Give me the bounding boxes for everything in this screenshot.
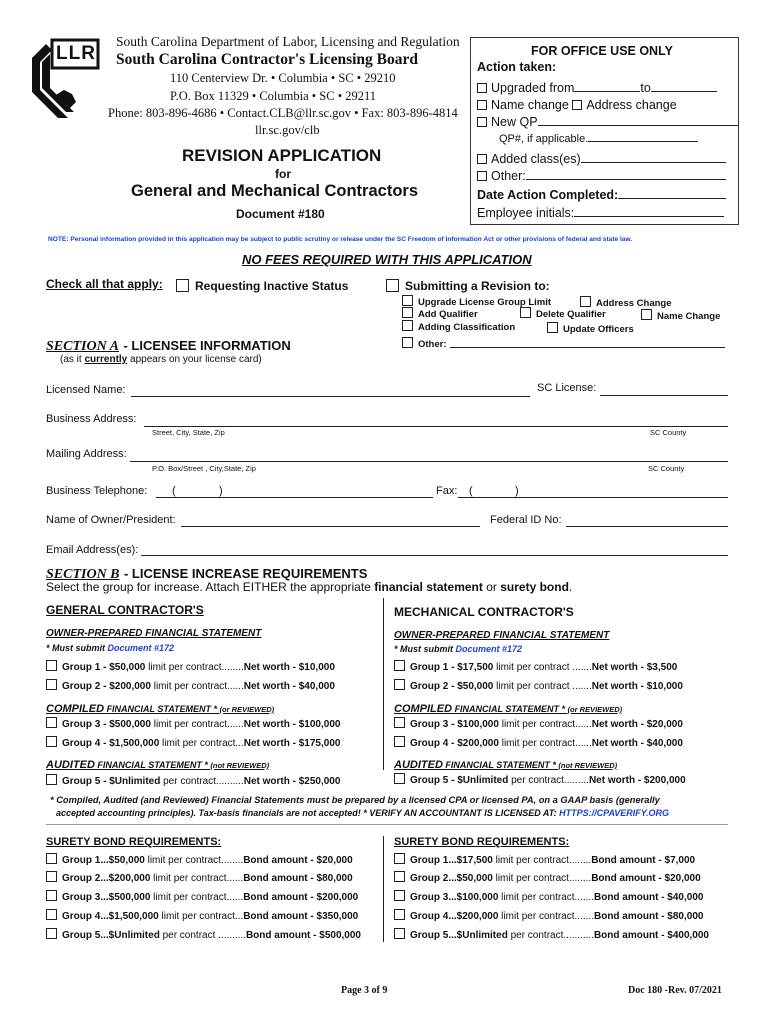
name-address-row: Name change Address change bbox=[477, 98, 677, 112]
surety-general-heading: SURETY BOND REQUIREMENTS: bbox=[46, 836, 222, 848]
cpaverify-link[interactable]: HTTPS://CPAVERIFY.ORG bbox=[559, 808, 669, 818]
surety-general-4-checkbox[interactable] bbox=[46, 909, 57, 920]
revision-other-option[interactable]: Other: bbox=[402, 337, 447, 350]
revision-other-field[interactable] bbox=[450, 347, 725, 348]
federal-id-label: Federal ID No: bbox=[490, 514, 562, 526]
action-taken-label: Action taken: bbox=[477, 60, 557, 74]
upgrade-checkbox[interactable] bbox=[402, 295, 413, 306]
owner-label: Name of Owner/President: bbox=[46, 514, 176, 526]
divider-line bbox=[46, 824, 728, 825]
check-all-label: Check all that apply: bbox=[46, 277, 163, 291]
agency-dept: South Carolina Department of Labor, Licensing and Regulation bbox=[116, 34, 460, 49]
added-class-checkbox[interactable] bbox=[477, 154, 487, 164]
employee-initials-field[interactable] bbox=[574, 216, 724, 217]
delete-qualifier-option[interactable]: Delete Qualifier bbox=[520, 307, 606, 320]
general-compiled-heading: COMPILED FINANCIAL STATEMENT * (or REVIEWED) bbox=[46, 703, 275, 715]
general-owner-prepared: OWNER-PREPARED FINANCIAL STATEMENT bbox=[46, 628, 262, 639]
name-change-checkbox[interactable] bbox=[477, 100, 487, 110]
general-group-4-checkbox[interactable] bbox=[46, 736, 57, 747]
employee-initials-row: Employee initials: bbox=[477, 206, 724, 220]
add-qualifier-checkbox[interactable] bbox=[402, 307, 413, 318]
section-a-title: - LICENSEE INFORMATION bbox=[123, 338, 291, 353]
fax-field[interactable] bbox=[458, 497, 728, 498]
general-group-5[interactable]: Group 5 - $Unlimited per contract..........Net worth - $250,000 bbox=[46, 774, 340, 787]
mechanical-group-4[interactable]: Group 4 - $200,000 limit per contract......Net worth - $40,000 bbox=[394, 736, 683, 749]
surety-mechanical-row[interactable]: Group 2...$50,000 limit per contract........Bond amount - $20,000 bbox=[394, 871, 701, 884]
surety-mechanical-row[interactable]: Group 1...$17,500 limit per contract........Bond amount - $7,000 bbox=[394, 853, 695, 866]
surety-mechanical-row[interactable]: Group 5...$Unlimited per contract...........Bond amount - $400,000 bbox=[394, 928, 709, 941]
office-use-box bbox=[470, 37, 739, 225]
business-telephone-field[interactable] bbox=[156, 497, 433, 498]
qp-number-field[interactable] bbox=[588, 141, 698, 142]
email-field[interactable] bbox=[141, 555, 728, 556]
doc-revision: Doc 180 -Rev. 07/2021 bbox=[628, 985, 722, 996]
title-sub: General and Mechanical Contractors bbox=[131, 182, 419, 200]
sc-county-hint: SC County bbox=[650, 428, 687, 437]
general-must-submit: * Must submit Document #172 bbox=[46, 643, 175, 653]
upgraded-from-row: Upgraded from to bbox=[477, 81, 717, 95]
update-officers-checkbox[interactable] bbox=[547, 322, 558, 333]
general-heading: GENERAL CONTRACTOR'S bbox=[46, 603, 204, 617]
section-b-label: SECTION B bbox=[46, 567, 120, 582]
title-for: for bbox=[275, 167, 291, 181]
surety-mechanical-row[interactable]: Group 4...$200,000 limit per contract.......Bond amount - $80,000 bbox=[394, 909, 703, 922]
delete-qualifier-checkbox[interactable] bbox=[520, 307, 531, 318]
agency-phone: Phone: 803-896-4686 • Contact.CLB@llr.sc.gov • Fax: 803-896-4814 bbox=[108, 106, 458, 120]
fax-paren-open: ( bbox=[469, 485, 473, 497]
general-group-3[interactable]: Group 3 - $500,000 limit per contract......Net worth - $100,000 bbox=[46, 717, 340, 730]
mailing-address-label: Mailing Address: bbox=[46, 448, 127, 460]
office-use-header: FOR OFFICE USE ONLY bbox=[531, 44, 673, 58]
privacy-note: NOTE: Personal information provided in this application may be subject to public scrutiny or release under the SC Freedom of Information Act or other provisions of federal and state law. bbox=[48, 236, 633, 243]
address-change-checkbox[interactable] bbox=[572, 100, 582, 110]
surety-mechanical-5-checkbox[interactable] bbox=[394, 928, 405, 939]
surety-general-row[interactable]: Group 4...$1,500,000 limit per contract...Bond amount - $350,000 bbox=[46, 909, 358, 922]
new-qp-row: New QP bbox=[477, 115, 738, 129]
surety-general-row[interactable]: Group 2...$200,000 limit per contract......Bond amount - $80,000 bbox=[46, 871, 353, 884]
mechanical-group-1[interactable]: Group 1 - $17,500 limit per contract .......Net worth - $3,500 bbox=[394, 660, 677, 673]
date-completed-row: Date Action Completed: bbox=[477, 188, 726, 202]
other-row: Other: bbox=[477, 169, 726, 183]
column-divider bbox=[383, 598, 384, 770]
agency-web: llr.sc.gov/clb bbox=[255, 123, 320, 137]
section-a-heading bbox=[46, 337, 291, 355]
cpa-footnote-1: * Compiled, Audited (and Reviewed) Financial Statements must be prepared by a licensed CPA or licensed PA, on a GAAP basis (generally bbox=[50, 795, 660, 805]
general-group-2[interactable]: Group 2 - $200,000 limit per contract......Net worth - $40,000 bbox=[46, 679, 335, 692]
upgrade-option[interactable]: Upgrade License Group Limit bbox=[402, 295, 551, 308]
surety-mechanical-2-checkbox[interactable] bbox=[394, 871, 405, 882]
surety-general-row[interactable]: Group 1...$50,000 limit per contract........Bond amount - $20,000 bbox=[46, 853, 353, 866]
add-qualifier-option[interactable]: Add Qualifier bbox=[402, 307, 478, 320]
mechanical-group-5-checkbox[interactable] bbox=[394, 773, 405, 784]
general-group-3-checkbox[interactable] bbox=[46, 717, 57, 728]
mechanical-group-4-checkbox[interactable] bbox=[394, 736, 405, 747]
surety-general-row[interactable]: Group 3...$500,000 limit per contract......Bond amount - $200,000 bbox=[46, 890, 358, 903]
page-number: Page 3 of 9 bbox=[341, 985, 388, 996]
mechanical-group-3[interactable]: Group 3 - $100,000 limit per contract......Net worth - $20,000 bbox=[394, 717, 683, 730]
general-group-1-checkbox[interactable] bbox=[46, 660, 57, 671]
surety-general-5-checkbox[interactable] bbox=[46, 928, 57, 939]
section-b-title: - LICENSE INCREASE REQUIREMENTS bbox=[123, 566, 368, 581]
mechanical-group-2-checkbox[interactable] bbox=[394, 679, 405, 690]
agency-address-2: P.O. Box 11329 • Columbia • SC • 29211 bbox=[170, 89, 376, 103]
mailing-address-field[interactable] bbox=[130, 461, 728, 462]
upgraded-checkbox[interactable] bbox=[477, 83, 487, 93]
update-officers-option[interactable]: Update Officers bbox=[547, 322, 634, 335]
surety-general-2-checkbox[interactable] bbox=[46, 871, 57, 882]
email-label: Email Address(es): bbox=[46, 544, 139, 556]
general-group-4[interactable]: Group 4 - $1,500,000 limit per contract...Net worth - $175,000 bbox=[46, 736, 340, 749]
llr-logo-text: LLR bbox=[56, 43, 96, 64]
address-change-checkbox-2[interactable] bbox=[580, 296, 591, 307]
phone-paren-open: ( bbox=[172, 485, 176, 497]
owner-field[interactable] bbox=[181, 526, 480, 527]
sc-county-hint-2: SC County bbox=[648, 464, 685, 473]
surety-mechanical-heading: SURETY BOND REQUIREMENTS: bbox=[394, 836, 570, 848]
surety-mechanical-3-checkbox[interactable] bbox=[394, 890, 405, 901]
mechanical-heading: MECHANICAL CONTRACTOR'S bbox=[394, 605, 574, 619]
revision-other-checkbox[interactable] bbox=[402, 337, 413, 348]
column-divider-2 bbox=[383, 836, 384, 942]
mechanical-must-submit: * Must submit Document #172 bbox=[394, 644, 523, 654]
surety-mechanical-1-checkbox[interactable] bbox=[394, 853, 405, 864]
section-a-label: SECTION A bbox=[46, 339, 120, 354]
mechanical-group-1-checkbox[interactable] bbox=[394, 660, 405, 671]
requesting-inactive-checkbox[interactable] bbox=[176, 279, 189, 292]
surety-mechanical-4-checkbox[interactable] bbox=[394, 909, 405, 920]
fax-paren-close: ) bbox=[515, 485, 519, 497]
business-address-field[interactable] bbox=[144, 426, 728, 427]
llr-logo bbox=[24, 34, 104, 120]
street-hint: Street, City, State, Zip bbox=[152, 428, 225, 437]
licensed-name-label: Licensed Name: bbox=[46, 384, 126, 396]
no-fees-notice: NO FEES REQUIRED WITH THIS APPLICATION bbox=[242, 252, 532, 267]
mechanical-group-3-checkbox[interactable] bbox=[394, 717, 405, 728]
new-qp-field[interactable] bbox=[538, 125, 738, 126]
adding-classification-option[interactable]: Adding Classification bbox=[402, 320, 515, 333]
licensed-name-field[interactable] bbox=[131, 396, 530, 397]
business-telephone-label: Business Telephone: bbox=[46, 485, 148, 497]
general-group-5-checkbox[interactable] bbox=[46, 774, 57, 785]
upgraded-to-field[interactable] bbox=[651, 91, 717, 92]
added-class-field[interactable] bbox=[581, 162, 726, 163]
office-other-field[interactable] bbox=[526, 179, 726, 180]
address-change-option[interactable]: Address Change bbox=[580, 296, 672, 309]
business-address-label: Business Address: bbox=[46, 413, 137, 425]
added-class-row: Added class(es) bbox=[477, 152, 726, 166]
name-change-option[interactable]: Name Change bbox=[641, 309, 720, 322]
section-a-note: (as it currently appears on your license card) bbox=[60, 354, 262, 365]
requesting-inactive-option[interactable]: Requesting Inactive Status bbox=[176, 279, 348, 293]
date-completed-field[interactable] bbox=[618, 198, 726, 199]
agency-address-1: 110 Centerview Dr. • Columbia • SC • 29210 bbox=[170, 71, 396, 85]
general-group-1[interactable]: Group 1 - $50,000 limit per contract........Net worth - $10,000 bbox=[46, 660, 335, 673]
office-other-checkbox[interactable] bbox=[477, 171, 487, 181]
new-qp-checkbox[interactable] bbox=[477, 117, 487, 127]
mechanical-owner-prepared: OWNER-PREPARED FINANCIAL STATEMENT bbox=[394, 630, 610, 641]
surety-general-1-checkbox[interactable] bbox=[46, 853, 57, 864]
mechanical-group-2[interactable]: Group 2 - $50,000 limit per contract .......Net worth - $10,000 bbox=[394, 679, 683, 692]
sc-license-field[interactable] bbox=[600, 395, 728, 396]
fax-label: Fax: bbox=[436, 485, 458, 497]
po-box-hint: P.O. Box/Street , City,State, Zip bbox=[152, 464, 256, 473]
surety-general-3-checkbox[interactable] bbox=[46, 890, 57, 901]
document-number: Document #180 bbox=[236, 207, 325, 221]
section-b-instructions: Select the group for increase. Attach EITHER the appropriate financial statement or surety bond. bbox=[46, 580, 573, 594]
adding-classification-checkbox[interactable] bbox=[402, 320, 413, 331]
agency-board: South Carolina Contractor's Licensing Board bbox=[116, 51, 418, 68]
sc-license-label: SC License: bbox=[537, 382, 597, 394]
phone-paren-close: ) bbox=[219, 485, 223, 497]
mechanical-compiled-heading: COMPILED FINANCIAL STATEMENT * (or REVIEWED) bbox=[394, 703, 623, 715]
general-audited-heading: AUDITED FINANCIAL STATEMENT * (not REVIEWED) bbox=[46, 759, 270, 771]
upgraded-from-field[interactable] bbox=[574, 91, 640, 92]
page-title: REVISION APPLICATION bbox=[182, 146, 382, 165]
name-change-checkbox-2[interactable] bbox=[641, 309, 652, 320]
cpa-footnote-2: accepted accounting principles). Tax-basis financials are not accepted! * VERIFY AN ACCOUNTANT IS LICENSED AT: HTTPS://CPAVERIFY.ORG bbox=[56, 808, 669, 818]
federal-id-field[interactable] bbox=[566, 526, 728, 527]
submitting-revision-option[interactable]: Submitting a Revision to: bbox=[386, 279, 550, 293]
mechanical-audited-heading: AUDITED FINANCIAL STATEMENT * (not REVIEWED) bbox=[394, 759, 618, 771]
qp-number-row: QP#, if applicable. bbox=[499, 133, 698, 145]
submitting-revision-checkbox[interactable] bbox=[386, 279, 399, 292]
surety-general-row[interactable]: Group 5...$Unlimited per contract ..........Bond amount - $500,000 bbox=[46, 928, 361, 941]
mechanical-group-5[interactable]: Group 5 - $Unlimited per contract.........Net worth - $200,000 bbox=[394, 773, 686, 786]
surety-mechanical-row[interactable]: Group 3...$100,000 limit per contract.......Bond amount - $40,000 bbox=[394, 890, 703, 903]
general-group-2-checkbox[interactable] bbox=[46, 679, 57, 690]
